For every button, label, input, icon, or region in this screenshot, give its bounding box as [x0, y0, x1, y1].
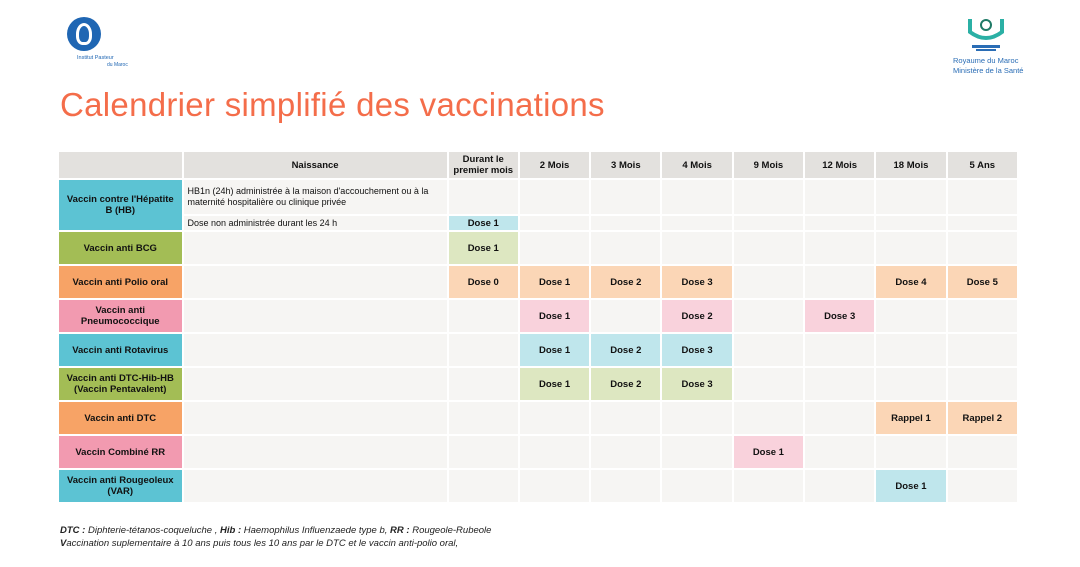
vaccine-bcg: Vaccin anti BCG	[59, 232, 182, 264]
footnote-rr-abbr: RR :	[390, 525, 410, 536]
footnote-line2-initial: V	[60, 538, 67, 549]
row-hepatite-b-2	[59, 216, 1017, 230]
header-4-mois: 4 Mois	[662, 152, 731, 178]
bcg-dose-premier-mois: Dose 1	[449, 232, 518, 264]
rota-dose-2-mois: Dose 1	[520, 334, 589, 366]
row-bcg	[59, 232, 1017, 264]
footnote	[60, 524, 491, 550]
polio-dose-3-mois: Dose 2	[591, 266, 660, 298]
vaccine-var: Vaccin anti Rougeoleux (VAR)	[59, 470, 182, 502]
vaccine-dtc-hib-hb: Vaccin anti DTC-Hib-HB (Vaccin Pentavalent)	[59, 368, 182, 400]
row-polio	[59, 266, 1017, 298]
var-dose-18-mois: Dose 1	[876, 470, 945, 502]
logo-left-line1: Institut Pasteur	[77, 55, 114, 61]
hb-note-24h: HB1n (24h) administrée à la maison d'accouchement ou à la maternité hospitalière ou clinique privée	[184, 180, 447, 214]
header-18-mois: 18 Mois	[876, 152, 945, 178]
logo-left-line2: du Maroc	[107, 62, 128, 68]
vaccine-hepatite-b: Vaccin contre l'Hépatite B (HB)	[59, 180, 182, 230]
header-naissance: Naissance	[184, 152, 447, 178]
footnote-line2-text: accination suplementaire à 10 ans puis tous les 10 ans par le DTC et le vaccin anti-polio oral,	[66, 538, 459, 549]
ministry-emblem-icon	[964, 15, 1008, 53]
hb-note-non-administree: Dose non administrée durant les 24 h	[184, 216, 447, 230]
header-row	[59, 152, 1017, 178]
footnote-hib-def: Haemophilus Influenzaede type b,	[241, 525, 391, 536]
institut-pasteur-logo	[62, 15, 142, 70]
row-dtc-hib-hb	[59, 368, 1017, 400]
pneumo-dose-12-mois: Dose 3	[805, 300, 874, 332]
vaccine-rotavirus: Vaccin anti Rotavirus	[59, 334, 182, 366]
dtc-rappel-5-ans: Rappel 2	[948, 402, 1017, 434]
hb-dose-premier-mois: Dose 1	[449, 216, 518, 230]
rota-dose-3-mois: Dose 2	[591, 334, 660, 366]
vaccine-polio: Vaccin anti Polio oral	[59, 266, 182, 298]
rota-dose-4-mois: Dose 3	[662, 334, 731, 366]
pneumo-dose-2-mois: Dose 1	[520, 300, 589, 332]
footnote-hib-abbr: Hib :	[220, 525, 242, 536]
row-hepatite-b	[59, 180, 1017, 214]
row-dtc	[59, 402, 1017, 434]
logo-right-line2: Ministère de la Santé	[953, 66, 1024, 75]
page-title: Calendrier simplifié des vaccinations	[60, 86, 605, 123]
header-5-ans: 5 Ans	[948, 152, 1017, 178]
row-rr	[59, 436, 1017, 468]
polio-dose-18-mois: Dose 4	[876, 266, 945, 298]
vaccine-pneumococcique: Vaccin anti Pneumococcique	[59, 300, 182, 332]
row-rotavirus	[59, 334, 1017, 366]
footnote-rr-def: Rougeole-Rubeole	[409, 525, 492, 536]
polio-dose-0: Dose 0	[449, 266, 518, 298]
rr-dose-9-mois: Dose 1	[734, 436, 803, 468]
footnote-rappel	[60, 537, 491, 550]
dtc-rappel-18-mois: Rappel 1	[876, 402, 945, 434]
polio-dose-4-mois: Dose 3	[662, 266, 731, 298]
row-var	[59, 470, 1017, 502]
dtc-hib-dose-4-mois: Dose 3	[662, 368, 731, 400]
header-premier-mois: Durant le premier mois	[449, 152, 518, 178]
dtc-hib-dose-3-mois: Dose 2	[591, 368, 660, 400]
vaccination-schedule-table	[57, 150, 1019, 504]
vaccine-rr: Vaccin Combiné RR	[59, 436, 182, 468]
polio-dose-5-ans: Dose 5	[948, 266, 1017, 298]
header-9-mois: 9 Mois	[734, 152, 803, 178]
footnote-dtc-abbr: DTC :	[60, 525, 86, 536]
row-pneumococcique	[59, 300, 1017, 332]
ministry-logo	[950, 15, 1030, 75]
pneumo-dose-4-mois: Dose 2	[662, 300, 731, 332]
header-vaccine	[59, 152, 182, 178]
logo-right-line1: Royaume du Maroc	[953, 56, 1019, 65]
footnote-abbreviations	[60, 524, 491, 537]
footnote-dtc-def: Diphterie-tétanos-coqueluche ,	[85, 525, 220, 536]
header-3-mois: 3 Mois	[591, 152, 660, 178]
header-12-mois: 12 Mois	[805, 152, 874, 178]
vaccine-dtc: Vaccin anti DTC	[59, 402, 182, 434]
dtc-hib-dose-2-mois: Dose 1	[520, 368, 589, 400]
header-2-mois: 2 Mois	[520, 152, 589, 178]
pasteur-emblem-icon	[67, 17, 101, 51]
polio-dose-2-mois: Dose 1	[520, 266, 589, 298]
